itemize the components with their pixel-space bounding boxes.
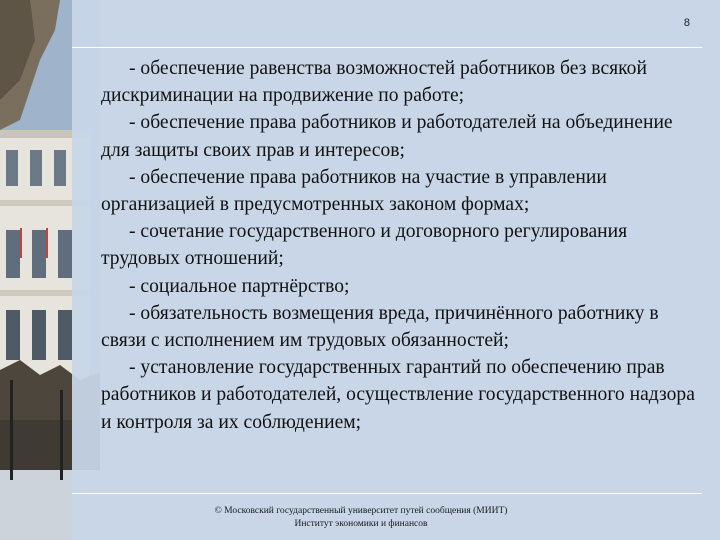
- list-item: - обеспечение права работников и работодателей на объединение для защиты своих прав и интересов;: [101, 112, 673, 161]
- list-item: - обязательность возмещения вреда, причинённого работнику в связи с исполнением им трудовых обязанностей;: [101, 302, 659, 352]
- footer: [120, 505, 602, 530]
- list-item: - обеспечение права работников на участие в управлении организацией в предусмотренных законом формах;: [101, 166, 607, 216]
- bottom-divider: [72, 493, 702, 494]
- principles-list: [101, 55, 701, 436]
- list-item: - установление государственных гарантий по обеспечению прав работников и работодателей, осуществление государственного надзора и контроля за их соблюдением;: [101, 357, 695, 433]
- list-item: - социальное партнёрство;: [129, 275, 350, 297]
- slide-number: 8: [683, 17, 690, 29]
- footer-copyright: © Московский государственный университет путей сообщения (МИИТ): [214, 506, 508, 516]
- top-divider: [72, 47, 702, 48]
- list-item: - сочетание государственного и договорного регулирования трудовых отношений;: [101, 221, 628, 270]
- list-item: - обеспечение равенства возможностей работников без всякой дискриминации на продвижение по работе;: [101, 58, 647, 107]
- footer-institute: Институт экономики и финансов: [294, 518, 428, 529]
